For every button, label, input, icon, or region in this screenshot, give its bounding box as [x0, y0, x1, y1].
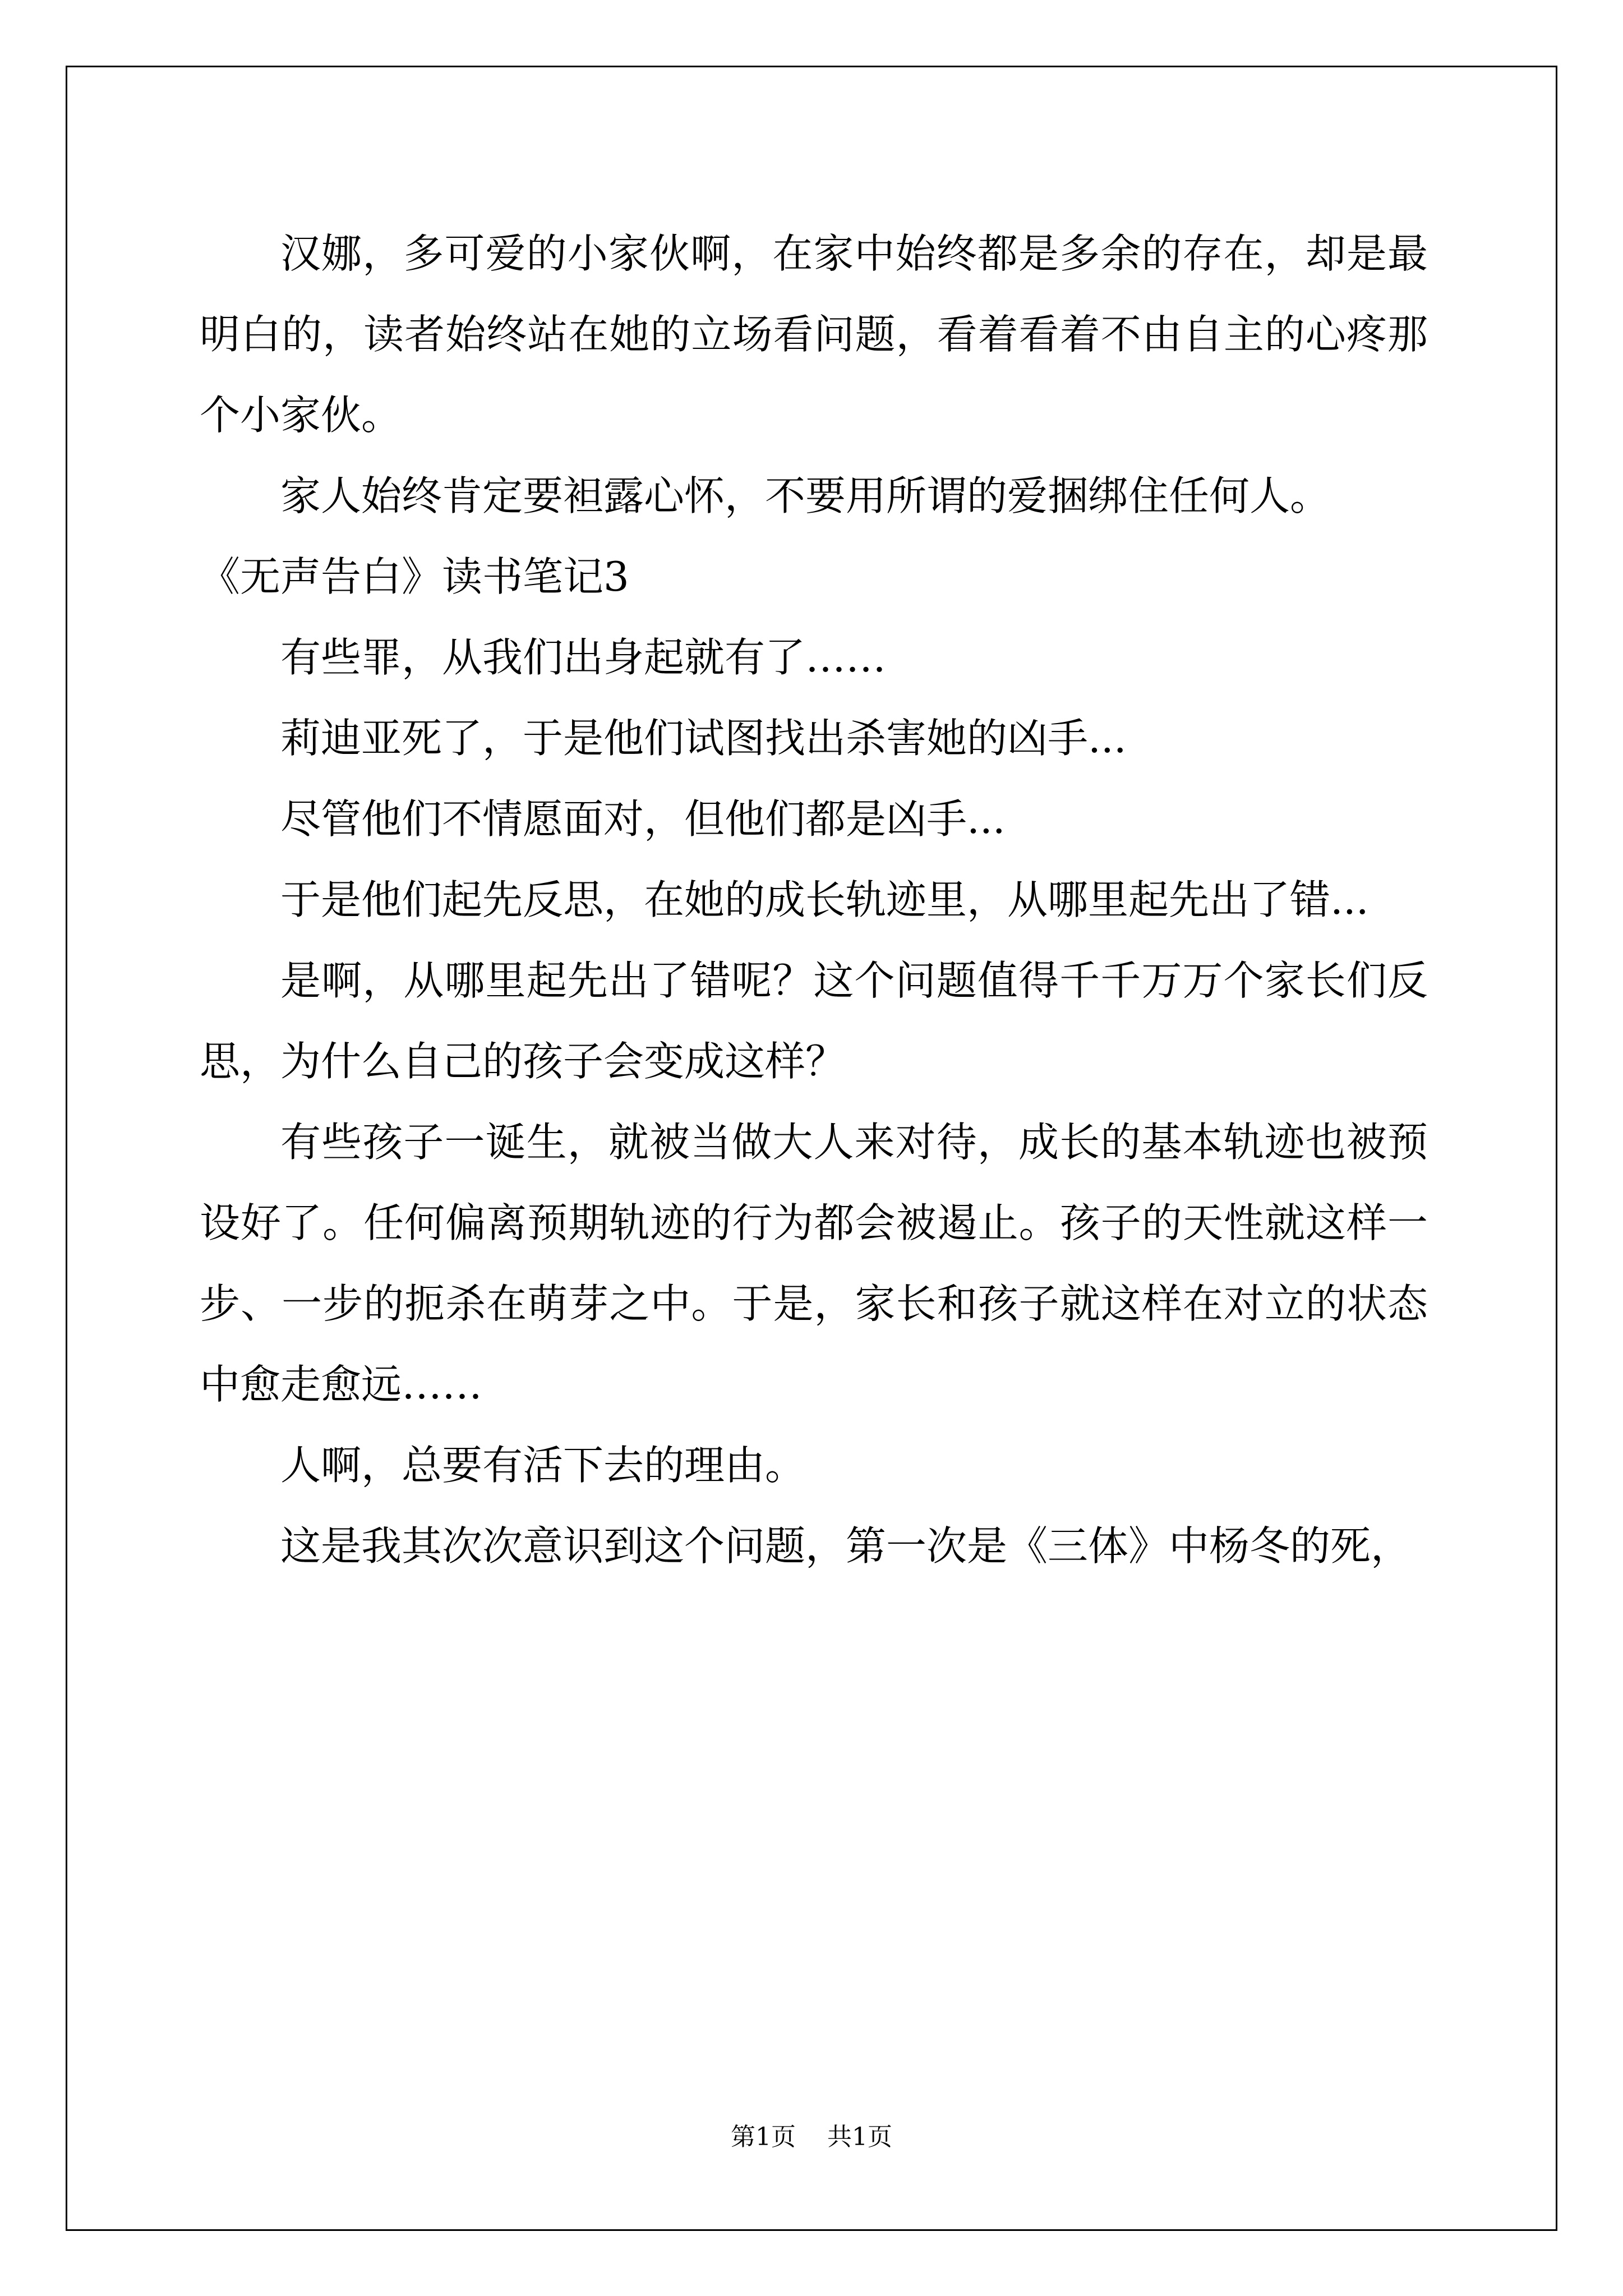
document-body [200, 213, 1428, 1586]
paragraph: 有些孩子一诞生，就被当做大人来对待，成长的基本轨迹也被预设好了。任何偏离预期轨迹的行为都会被遏止。孩子的天性就这样一步、一步的扼杀在萌芽之中。于是，家长和孩子就这样在对立的状态中愈走愈远…… [200, 1119, 1428, 1408]
paragraph: 家人始终肯定要袒露心怀，不要用所谓的爱捆绑住任何人。 [280, 472, 1331, 519]
paragraph: 汉娜，多可爱的小家伙啊，在家中始终都是多余的存在，却是最明白的，读者始终站在她的立场看问题，看着看着不由自主的心疼那个小家伙。 [200, 230, 1428, 439]
paragraph: 莉迪亚死了，于是他们试图找出杀害她的凶手... [280, 715, 1127, 762]
paragraph: 于是他们起先反思，在她的成长轨迹里，从哪里起先出了错... [280, 876, 1369, 923]
page-footer [0, 2120, 1623, 2154]
paragraph: 是啊，从哪里起先出了错呢？这个问题值得千千万万个家长们反思，为什么自己的孩子会变成这样？ [200, 957, 1428, 1085]
paragraph: 有些罪，从我们出身起就有了…… [280, 634, 887, 681]
paragraph: 这是我其次次意识到这个问题，第一次是《三体》中杨冬的死， [280, 1522, 1412, 1570]
section-heading: 《无声告白》读书笔记3 [200, 553, 629, 600]
paragraph: 人啊，总要有活下去的理由。 [280, 1442, 806, 1489]
page-total: 共1页 [827, 2123, 892, 2151]
paragraph: 尽管他们不情愿面对，但他们都是凶手... [280, 795, 1006, 843]
page-number: 第1页 [731, 2123, 796, 2151]
